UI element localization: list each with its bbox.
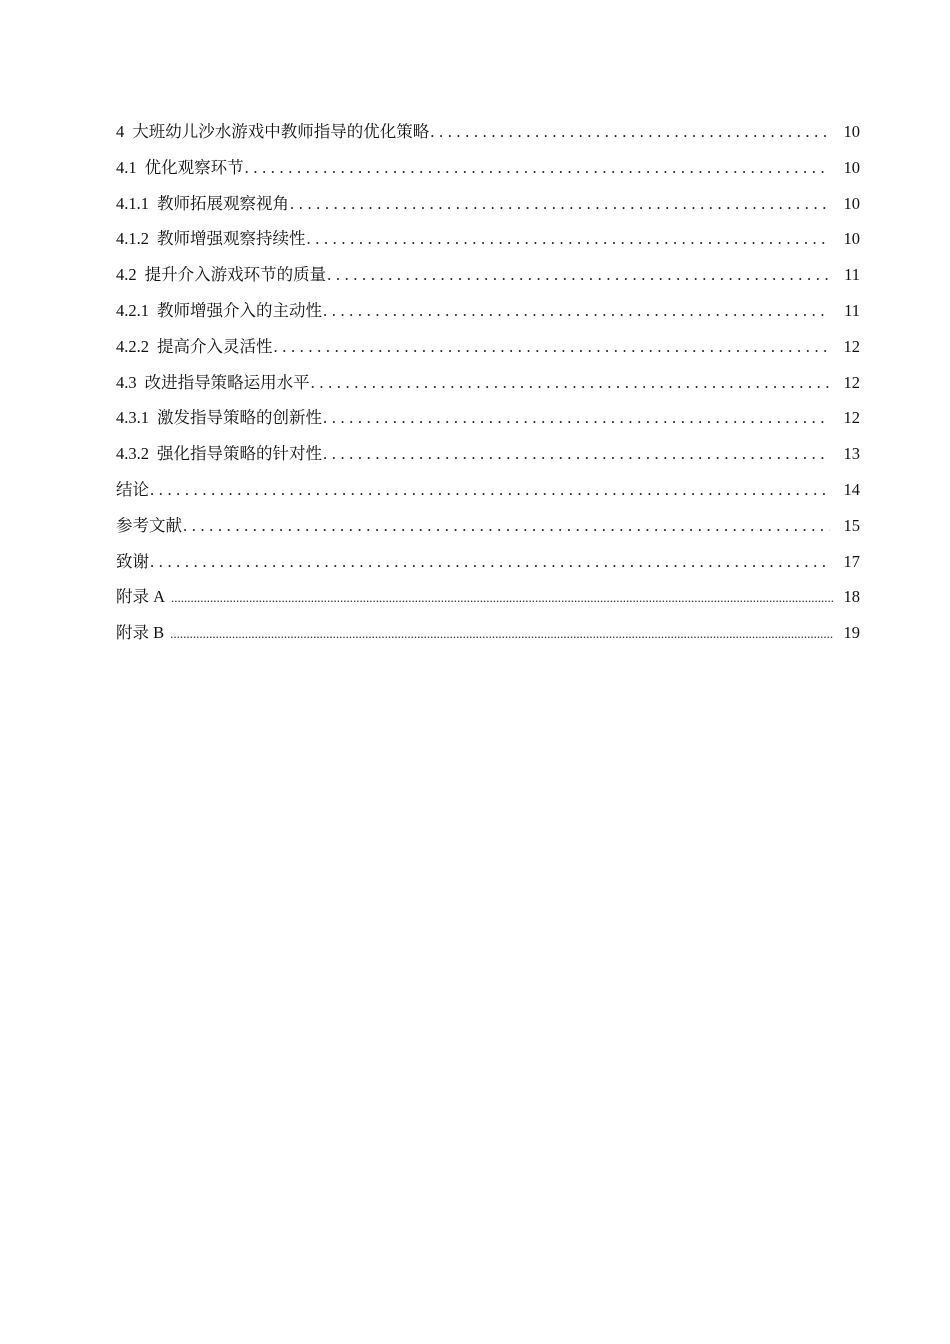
toc-entry-page: 10 (843, 193, 860, 213)
toc-entry-title: 优化观察环节 (144, 157, 244, 177)
toc-entry-title: 参考文献 (116, 515, 182, 535)
toc-entry-page: 11 (844, 300, 860, 320)
toc-dot-leader (327, 257, 830, 293)
toc-entry[interactable] (116, 329, 860, 365)
toc-entry-title: 致谢 (116, 551, 149, 571)
toc-entry-title: 强化指导策略的针对性 (157, 444, 322, 464)
toc-dot-leader (170, 616, 834, 652)
toc-entry-title: 改进指导策略运用水平 (144, 372, 310, 392)
toc-entry-page: 18 (843, 587, 860, 607)
toc-entry-number: 4.1.1 (116, 193, 149, 213)
toc-dot-leader (323, 436, 830, 472)
toc-dot-leader (183, 508, 830, 544)
toc-entry-title: 结论 (116, 479, 149, 499)
toc-dot-leader (150, 544, 830, 580)
toc-entry[interactable] (116, 544, 860, 580)
toc-entry[interactable] (116, 365, 860, 401)
toc-entry[interactable] (116, 472, 860, 508)
toc-dot-leader (171, 580, 834, 616)
toc-entry-number: 4.2 (116, 265, 137, 285)
toc-entry-title: 附录 A (116, 587, 166, 607)
toc-entry[interactable] (116, 615, 860, 651)
toc-dot-leader (150, 472, 830, 508)
toc-entry[interactable] (116, 221, 860, 257)
toc-entry[interactable] (116, 579, 860, 615)
toc-entry-title: 大班幼儿沙水游戏中教师指导的优化策略 (132, 122, 430, 141)
toc-entry[interactable] (116, 150, 860, 186)
toc-entry-page: 12 (843, 336, 860, 356)
toc-entry-number: 4.2.1 (116, 300, 149, 320)
toc-dot-leader (323, 293, 830, 329)
toc-entry-page: 13 (843, 444, 860, 464)
toc-entry-number: 4.3.1 (116, 408, 149, 428)
toc-entry-number: 4.1 (116, 157, 137, 177)
toc-entry-page: 12 (843, 372, 860, 392)
toc-entry[interactable] (116, 400, 860, 436)
toc-entry-title: 提高介入灵活性 (157, 336, 273, 356)
toc-entry-page: 10 (843, 229, 860, 249)
toc-dot-leader (311, 365, 830, 401)
toc-dot-leader (307, 221, 831, 257)
toc-dot-leader (274, 329, 831, 365)
toc-dot-leader (430, 114, 830, 150)
toc-entry-title: 教师拓展观察视角 (157, 193, 289, 213)
toc-entry-title: 教师增强观察持续性 (157, 229, 306, 249)
toc-entry-page: 12 (843, 408, 860, 428)
toc-entry[interactable] (116, 186, 860, 222)
toc-entry-title: 提升介入游戏环节的质量 (144, 265, 327, 285)
toc-entry-page: 10 (843, 157, 860, 177)
toc-entry-title: 附录 B (116, 623, 165, 643)
toc-entry-title: 激发指导策略的创新性 (157, 408, 322, 428)
toc-entry-number: 4.3.2 (116, 444, 149, 464)
toc-dot-leader (290, 186, 830, 222)
toc-entry[interactable] (116, 508, 860, 544)
toc-dot-leader (323, 400, 830, 436)
table-of-contents (116, 114, 860, 651)
toc-entry[interactable] (116, 436, 860, 472)
toc-entry-title: 教师增强介入的主动性 (157, 300, 322, 320)
toc-entry-page: 19 (843, 623, 860, 643)
toc-entry-page: 10 (843, 122, 860, 141)
toc-entry-page: 14 (843, 479, 860, 499)
toc-dot-leader (245, 150, 830, 186)
toc-entry-page: 17 (843, 551, 860, 571)
toc-entry-page: 11 (844, 265, 860, 285)
toc-entry-number: 4.3 (116, 372, 137, 392)
toc-entry[interactable] (116, 257, 860, 293)
toc-entry[interactable] (116, 114, 860, 150)
toc-entry-page: 15 (843, 515, 860, 535)
toc-entry-number: 4.1.2 (116, 229, 149, 249)
toc-entry-number: 4.2.2 (116, 336, 149, 356)
toc-entry-number: 4 (116, 122, 125, 141)
toc-entry[interactable] (116, 293, 860, 329)
